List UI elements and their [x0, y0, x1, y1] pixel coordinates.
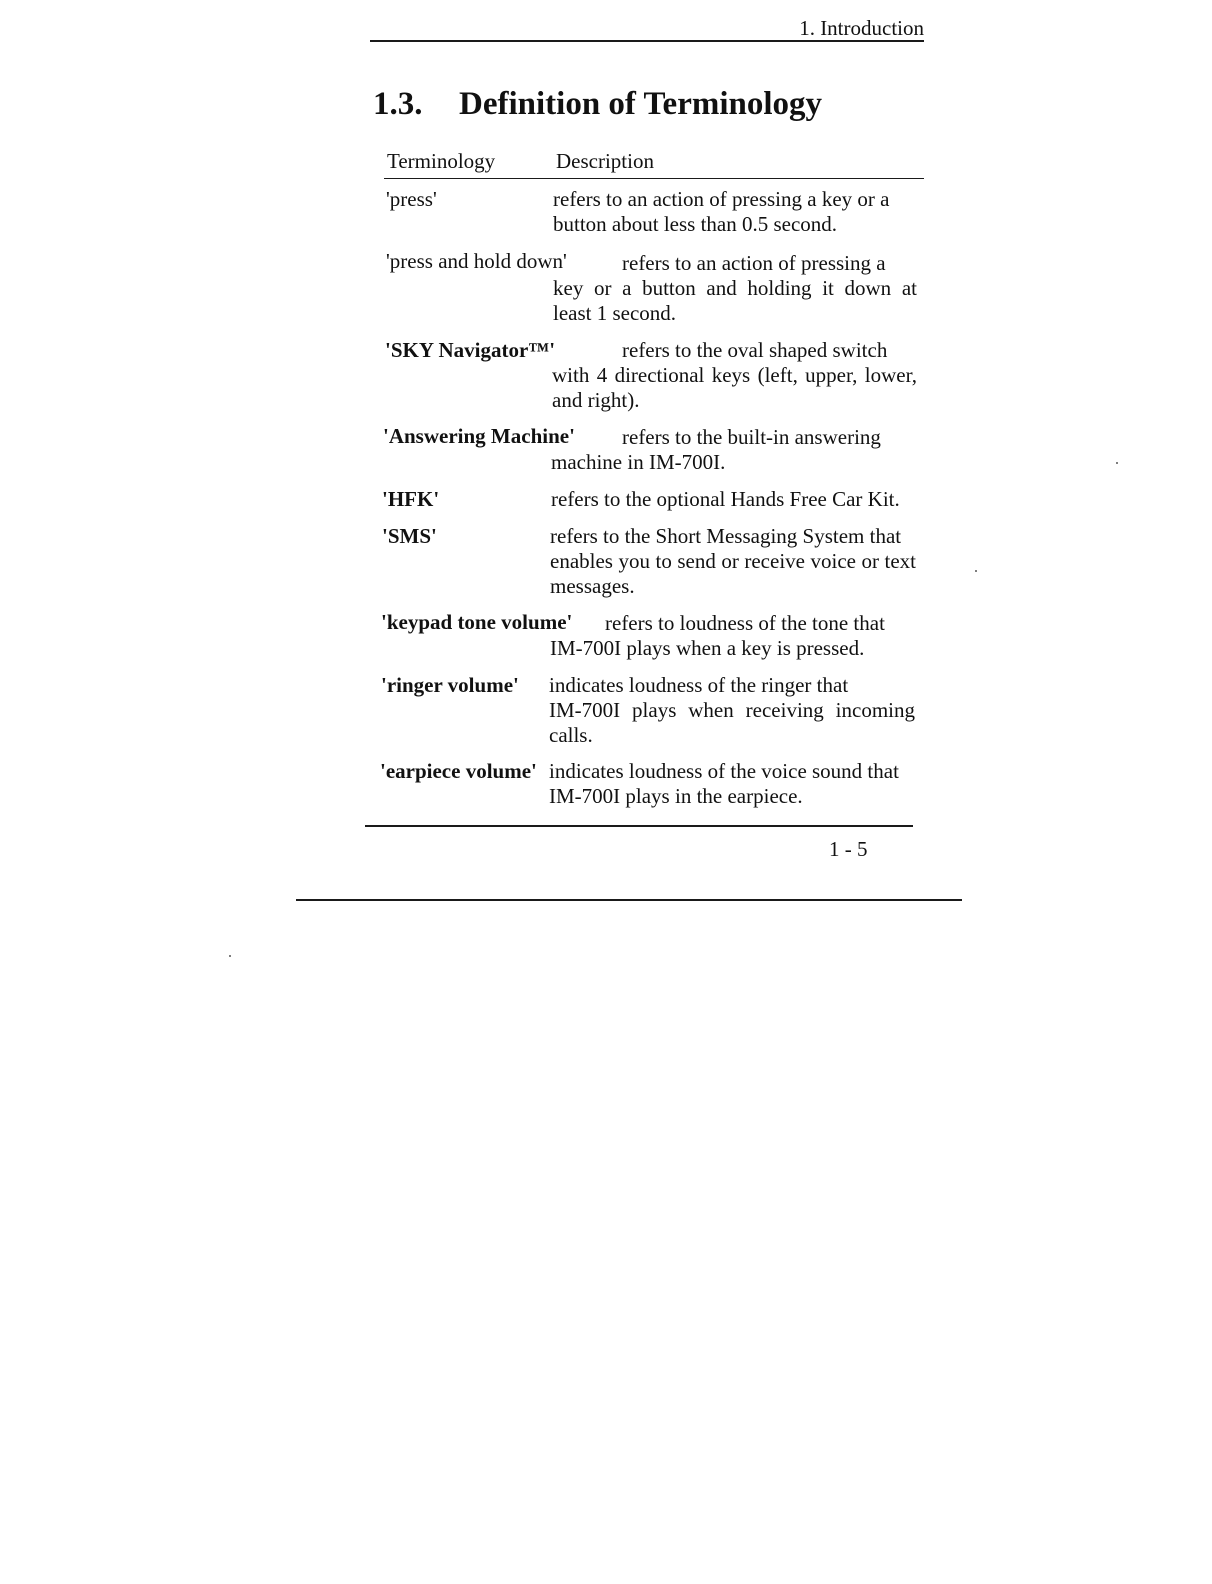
definition-continuation: enables you to send or receive voice or text messages.: [550, 549, 916, 598]
definition-line: refers to the Short Messaging System that: [550, 524, 902, 548]
definition-continuation: with 4 directional keys (left, upper, lower, and right).: [552, 363, 917, 412]
column-header-terminology: Terminology: [387, 149, 496, 173]
term-hfk: 'HFK': [382, 487, 440, 511]
definition-continuation: button about less than 0.5 second.: [553, 212, 838, 236]
table-header-rule: [384, 178, 924, 179]
term-ringer-volume: 'ringer volume': [381, 673, 519, 697]
definition-line: refers to loudness of the tone that: [605, 611, 885, 635]
term-sms: 'SMS': [382, 524, 437, 548]
term-sky-navigator: 'SKY Navigator™': [385, 338, 556, 362]
definition-continuation: machine in IM-700I.: [551, 450, 726, 474]
column-header-description: Description: [556, 149, 654, 173]
scan-speck: [975, 570, 977, 572]
definition-press: [553, 187, 917, 237]
definition-hfk: refers to the optional Hands Free Car Kit.: [551, 487, 900, 511]
running-header: 1. Introduction: [799, 16, 924, 40]
definition-line: indicates loudness of the ringer that: [549, 673, 849, 697]
definition-line: refers to the oval shaped switch: [622, 338, 888, 362]
definition-line: refers to an action of pressing a: [622, 251, 886, 275]
term-press: 'press': [386, 187, 437, 211]
section-heading: [373, 86, 822, 123]
definition-earpiece-volume: [549, 759, 915, 809]
header-rule: [370, 40, 924, 42]
term-earpiece-volume: 'earpiece volume': [380, 759, 537, 783]
scan-speck: [229, 955, 231, 957]
definition-continuation: IM-700I plays when a key is pressed.: [550, 636, 865, 660]
footer-rule: [365, 825, 913, 827]
term-answering-machine: 'Answering Machine': [383, 424, 575, 448]
term-press-and-hold-down: 'press and hold down': [386, 249, 567, 273]
section-number: 1.3.: [373, 86, 423, 122]
definition-line: refers to the built-in answering: [622, 425, 881, 449]
definition-sms: [550, 524, 916, 599]
section-title: Definition of Terminology: [459, 86, 823, 122]
page-edge-rule: [296, 899, 962, 901]
definition-continuation: key or a button and holding it down at least 1 second.: [553, 276, 917, 325]
definition-line: refers to an action of pressing a key or a: [553, 187, 890, 211]
definition-ringer-volume: [549, 673, 915, 748]
definition-continuation: IM-700I plays in the earpiece.: [549, 784, 803, 808]
page-number: 1 - 5: [829, 837, 868, 861]
definition-line: indicates loudness of the voice sound that: [549, 759, 899, 783]
term-keypad-tone-volume: 'keypad tone volume': [381, 610, 573, 634]
definition-continuation: IM-700I plays when receiving incoming calls.: [549, 698, 915, 747]
scan-speck: [1116, 462, 1118, 464]
